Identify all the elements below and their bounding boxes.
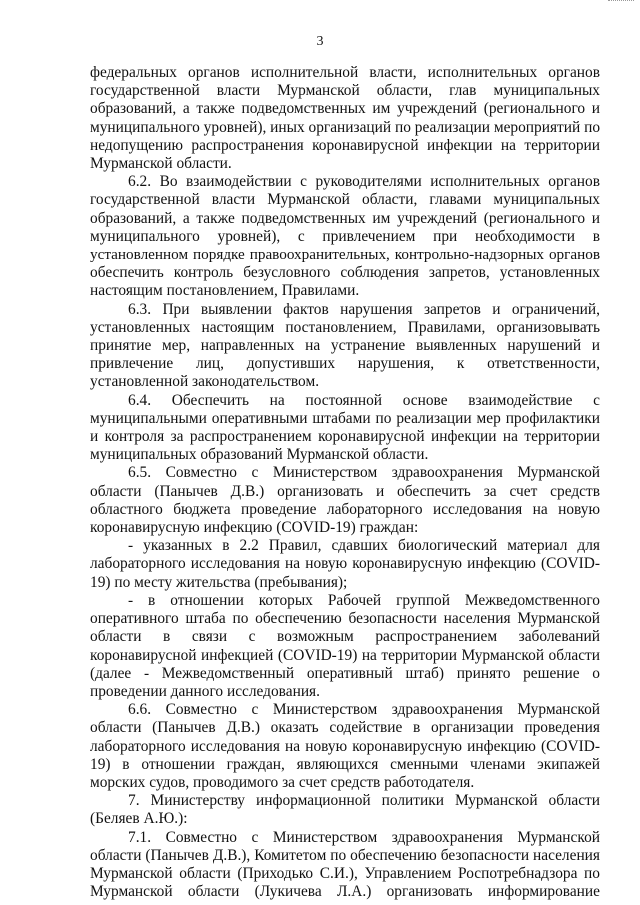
text-line: Мурманской области (Приходько С.И.), Управлением Роспотребнадзора по: [90, 864, 600, 882]
text-line: образований, а также подведомственных им учреждений (регионального и: [90, 100, 600, 118]
text-line: Мурманской области.: [90, 155, 232, 173]
text-line: муниципальных образований Мурманской области.: [90, 446, 429, 464]
text-line: области (Панычев Д.В.) оказать содействие в организации проведения: [90, 719, 600, 737]
text-line: федеральных органов исполнительной власти, исполнительных органов: [90, 64, 600, 81]
text-line: (Беляев А.Ю.):: [90, 810, 188, 828]
text-line: муниципального уровней), иных организаций по реализации мероприятий по: [90, 118, 601, 136]
text-line: образований, а также подведомственных им учреждений (регионального и: [90, 209, 600, 227]
page-number: 3: [316, 34, 324, 49]
text-line: муниципального уровней), с привлечением при необходимости в: [90, 227, 600, 245]
text-line: проведении данного исследования.: [90, 682, 320, 700]
text-line: 6.4. Обеспечить на постоянной основе взаимодействие с: [128, 391, 600, 409]
text-line: оперативного штаба по обеспечению безопасности населения Мурманской: [90, 610, 600, 628]
text-line: области в связи с возможным распространением заболеваний: [90, 628, 600, 646]
text-line: государственной власти Мурманской области, главами муниципальных: [90, 191, 600, 209]
text-line: коронавирусную инфекцию (COVID-19) граждан:: [90, 519, 419, 537]
text-line: 19) в отношении граждан, являющихся сменными членами экипажей: [90, 755, 600, 773]
text-line: 6.5. Совместно с Министерством здравоохранения Мурманской: [128, 464, 600, 482]
text-line: области (Панычев Д.В.), Комитетом по обеспечению безопасности населения: [90, 846, 600, 864]
scan-corner-mark: [608, 0, 634, 5]
text-line: государственной власти Мурманской области, глав муниципальных: [90, 82, 600, 100]
text-line: - в отношении которых Рабочей группой Межведомственного: [128, 591, 600, 609]
text-line: 7.1. Совместно с Министерством здравоохранения Мурманской: [128, 828, 600, 846]
text-line: областного бюджета проведение лабораторного исследования на новую: [90, 500, 600, 518]
text-line: (далее - Межведомственный оперативный штаб) принято решение о: [90, 664, 600, 682]
text-line: настоящим постановлением, Правилами.: [90, 282, 360, 300]
text-line: Мурманской области (Лукичева Л.А.) организовать информирование: [90, 883, 600, 901]
text-line: муниципальными оперативными штабами по реализации мер профилактики: [90, 409, 600, 427]
text-line: 7. Министерству информационной политики Мурманской области: [128, 792, 600, 810]
text-line: принятие мер, направленных на устранение выявленных нарушений и: [90, 337, 600, 355]
text-line: лабораторного исследования на новую коронавирусную инфекцию (COVID-: [90, 555, 600, 573]
text-line: лабораторного исследования на новую коронавирусную инфекцию (COVID-: [90, 737, 600, 755]
text-line: обеспечить контроль безусловного соблюдения запретов, установленных: [90, 264, 600, 282]
text-line: 6.6. Совместно с Министерством здравоохранения Мурманской: [128, 701, 600, 719]
text-line: установленных настоящим постановлением, Правилами, организовывать: [90, 318, 600, 336]
text-line: морских судов, проводимого за счет средств работодателя.: [90, 773, 475, 791]
text-line: недопущению распространения коронавирусной инфекции на территории: [90, 136, 600, 154]
document-body: [90, 64, 600, 901]
text-line: 6.3. При выявлении фактов нарушения запретов и ограничений,: [128, 300, 600, 318]
text-line: установленном порядке правоохранительных, контрольно-надзорных органов: [90, 246, 600, 264]
text-line: 6.2. Во взаимодействии с руководителями исполнительных органов: [128, 173, 600, 191]
text-line: и контроля за распространением коронавирусной инфекции на территории: [90, 428, 600, 446]
text-line: 19) по месту жительства (пребывания);: [90, 573, 348, 591]
text-line: области (Панычев Д.В.) организовать и обеспечить за счет средств: [90, 482, 600, 500]
text-line: коронавирусной инфекцией (COVID-19) на территории Мурманской области: [90, 646, 600, 664]
text-line: привлечение лиц, допустивших нарушения, к ответственности,: [90, 355, 600, 373]
text-line: установленной законодательством.: [90, 373, 320, 391]
text-line: - указанных в 2.2 Правил, сдавших биологический материал для: [128, 537, 600, 555]
